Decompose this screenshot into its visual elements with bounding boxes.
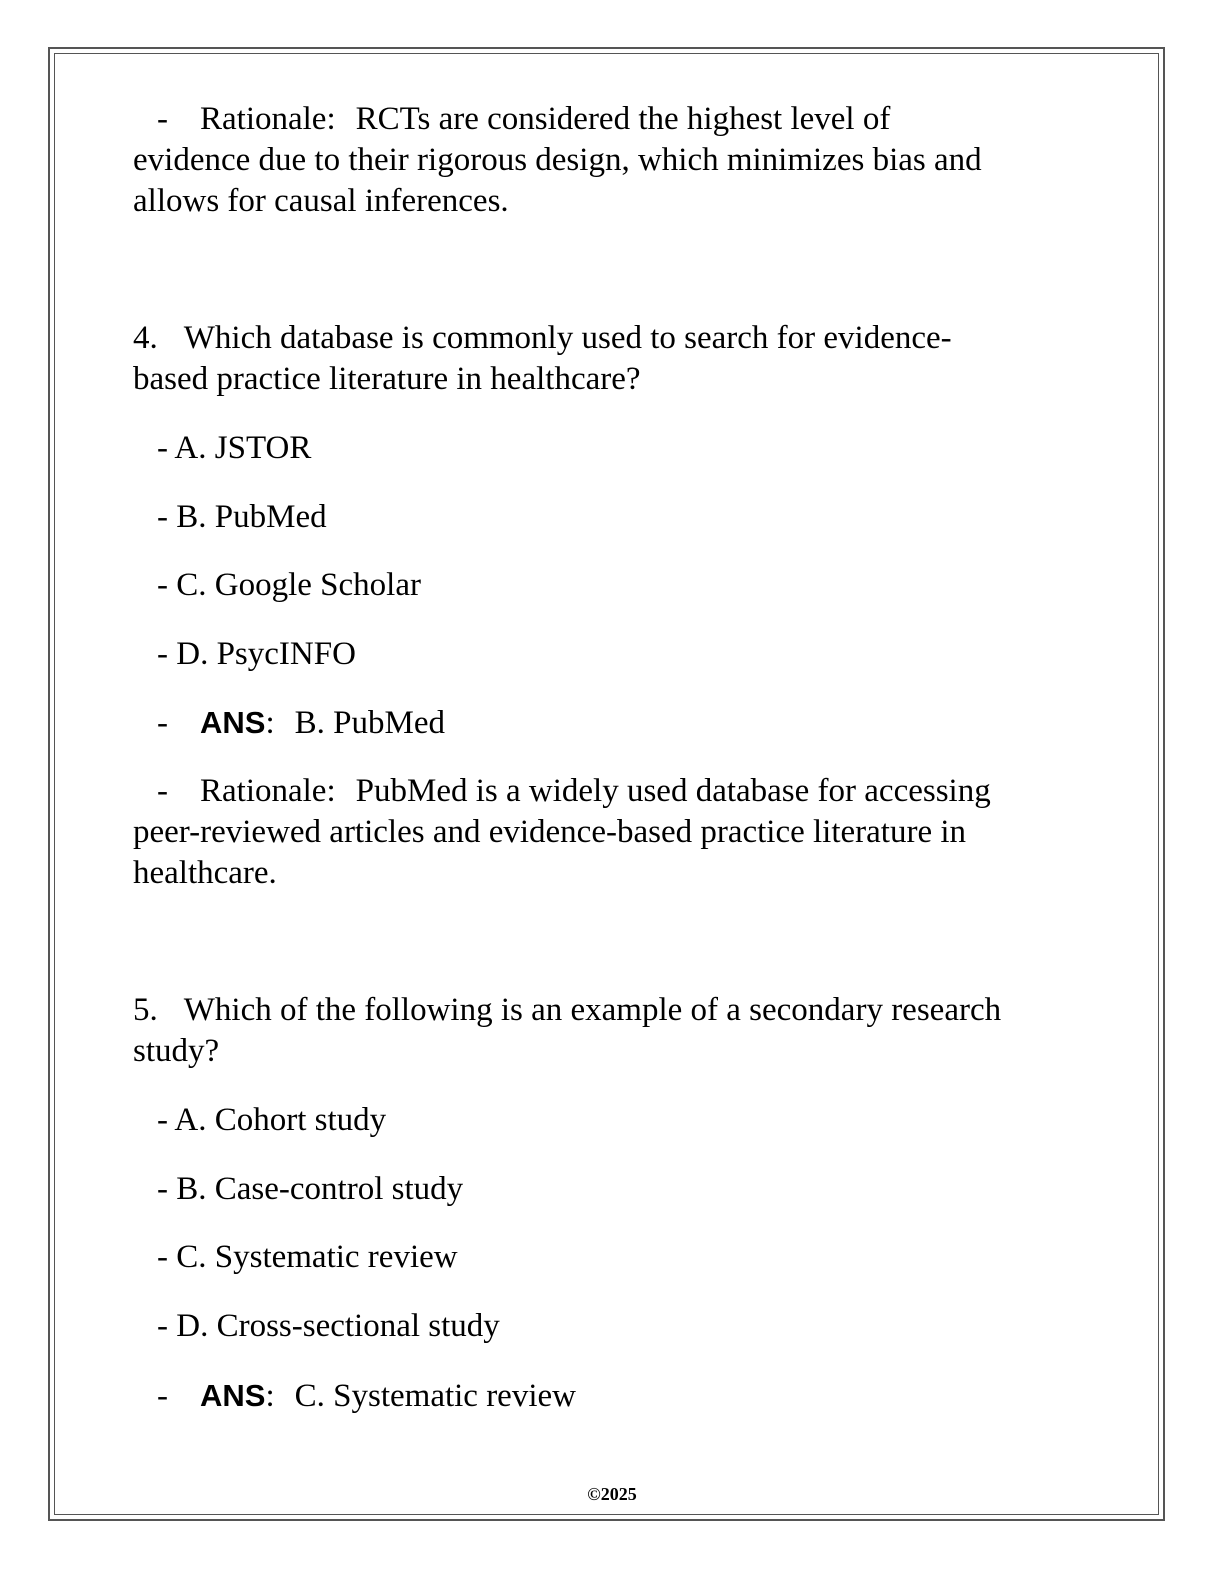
q4-answer-colon: : xyxy=(265,705,275,741)
q5-answer-line xyxy=(157,1375,576,1417)
q4-option-b: - B. PubMed xyxy=(157,499,327,535)
q3-rationale-line-3: allows for causal inferences. xyxy=(133,183,509,219)
q3-rationale-text-1: RCTs are considered the highest level of xyxy=(355,101,891,137)
q4-rationale-dash: - xyxy=(157,773,168,809)
q5-stem-text-1: Which of the following is an example of a secondary research xyxy=(183,992,1002,1028)
q3-rationale-line-2: evidence due to their rigorous design, which minimizes bias and xyxy=(133,142,982,178)
q3-rationale-dash: - xyxy=(157,101,168,137)
q4-answer-line xyxy=(157,702,445,744)
q4-number: 4. xyxy=(133,320,158,356)
q4-option-d: - D. PsycINFO xyxy=(157,636,356,672)
q5-answer-label: ANS xyxy=(200,1378,266,1413)
q4-stem-text-1: Which database is commonly used to search for evidence- xyxy=(183,320,952,356)
q3-rationale-label: Rationale: xyxy=(200,101,336,137)
q4-rationale-line-3: healthcare. xyxy=(133,855,277,891)
q5-answer-colon: : xyxy=(265,1378,275,1414)
q4-stem-line-1 xyxy=(133,318,952,359)
q5-stem-line-2: study? xyxy=(133,1033,220,1069)
q4-stem-line-2: based practice literature in healthcare? xyxy=(133,361,641,397)
q5-number: 5. xyxy=(133,992,158,1028)
q4-rationale-text-1: PubMed is a widely used database for accessing xyxy=(355,773,991,809)
q4-option-a: - A. JSTOR xyxy=(157,430,312,466)
q5-option-a: - A. Cohort study xyxy=(157,1102,387,1138)
q3-rationale-line-1 xyxy=(157,99,890,140)
q5-option-b: - B. Case-control study xyxy=(157,1171,464,1207)
q5-answer-dash: - xyxy=(157,1378,168,1414)
q5-option-d: - D. Cross-sectional study xyxy=(157,1308,500,1344)
q4-answer-dash: - xyxy=(157,705,168,741)
q5-answer-text: C. Systematic review xyxy=(294,1378,576,1414)
q4-rationale-line-2: peer-reviewed articles and evidence-based practice literature in xyxy=(133,814,967,850)
q4-rationale-line-1 xyxy=(157,771,991,812)
q4-option-c: - C. Google Scholar xyxy=(157,567,421,603)
copyright-footer: ©2025 xyxy=(587,1484,637,1504)
q5-option-c: - C. Systematic review xyxy=(157,1239,458,1275)
q4-answer-text: B. PubMed xyxy=(294,705,445,741)
q4-rationale-label: Rationale: xyxy=(200,773,336,809)
q5-stem-line-1 xyxy=(133,990,1001,1031)
q4-answer-label: ANS xyxy=(200,705,266,740)
